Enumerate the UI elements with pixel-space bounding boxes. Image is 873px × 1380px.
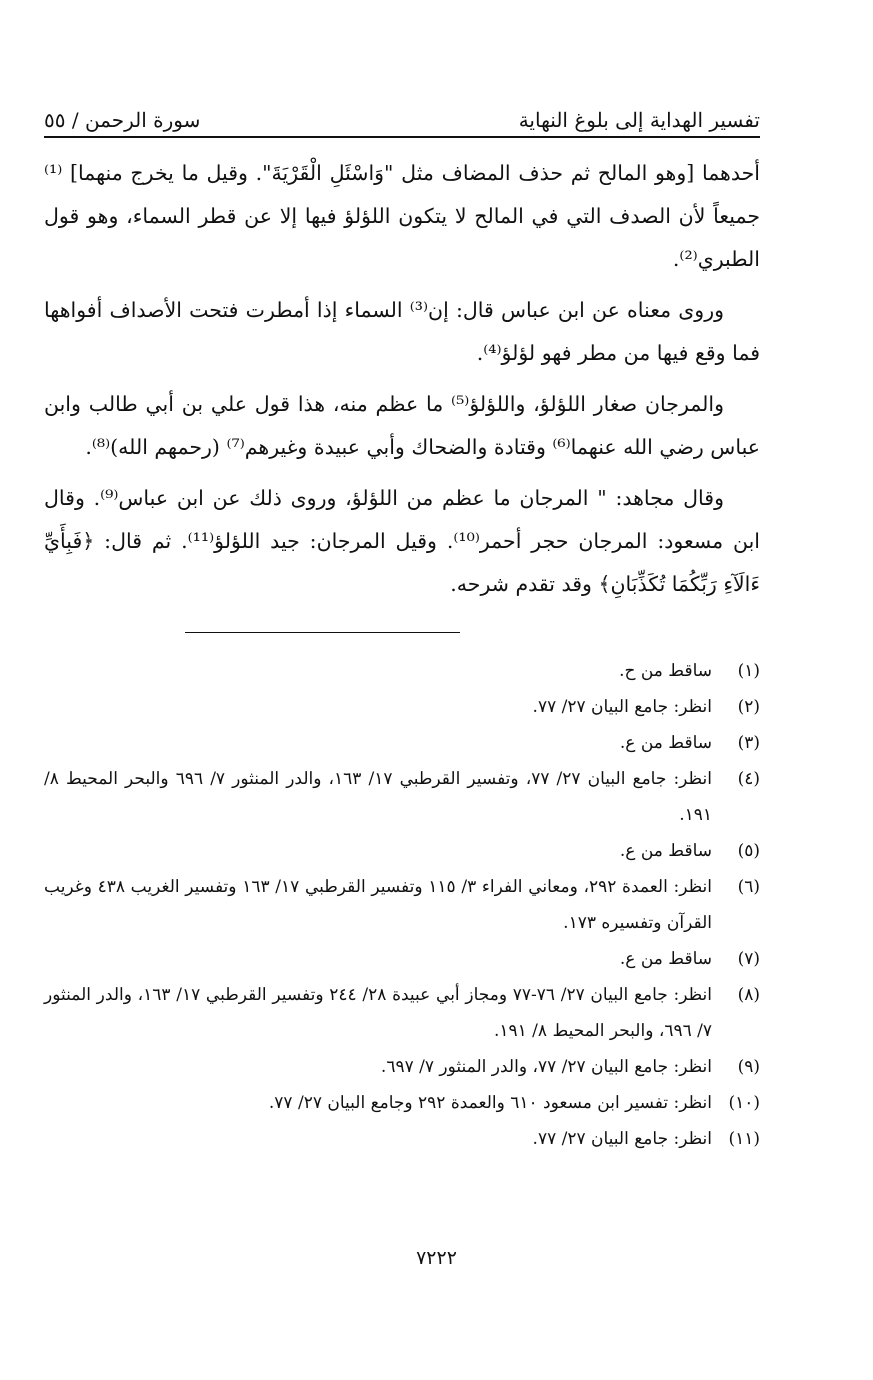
footnote-text: انظر: العمدة ٢٩٢، ومعاني الفراء ٣/ ١١٥ وتفسير القرطبي ١٧/ ١٦٣ وتفسير الغريب ٤٣٨ وغريب القرآن وتفسيره ١٧٣.: [44, 877, 713, 933]
footnote-number: (١٠): [728, 1093, 760, 1113]
footnotes: [44, 653, 760, 1157]
footnote-text: ساقط من ح.: [619, 661, 712, 681]
surah-page-label: سورة الرحمن / ٥٥: [44, 108, 201, 132]
footnote: [44, 689, 760, 725]
page: [44, 108, 760, 1157]
footnote-number: (٨): [737, 985, 760, 1005]
footnote-text: انظر: جامع البيان ٢٧/ ٧٧.: [532, 1129, 712, 1149]
footnote: [44, 725, 760, 761]
footnote: [44, 761, 760, 833]
book-title: تفسير الهداية إلى بلوغ النهاية: [518, 108, 760, 132]
footnote-text: انظر: جامع البيان ٢٧/ ٧٦-٧٧ ومجاز أبي عبيدة ٢٨/ ٢٤٤ وتفسير القرطبي ١٧/ ١٦٣، والدر المنثور ٧/ ٦٩٦، والبحر المحيط ٨/ ١٩١.: [44, 985, 713, 1041]
paragraph: والمرجان صغار اللؤلؤ، واللؤلؤ⁽⁵⁾ ما عظم منه، هذا قول علي بن أبي طالب وابن عباس رضي الله عنهما⁽⁶⁾ وقتادة والضحاك وأبي عبيدة وغيرهم⁽⁷⁾ (رحمهم الله)⁽⁸⁾.: [44, 392, 760, 459]
footnote-text: ساقط من ع.: [619, 733, 712, 753]
footnote-number: (٧): [737, 949, 760, 969]
footnote-number: (١١): [728, 1129, 760, 1149]
footnote: [44, 653, 760, 689]
footnote-number: (٣): [737, 733, 760, 753]
footnote: [44, 869, 760, 941]
footnote-text: انظر: جامع البيان ٢٧/ ٧٧، والدر المنثور ٧/ ٦٩٧.: [380, 1057, 712, 1077]
footnote: [44, 1085, 760, 1121]
footnote-text: ساقط من ع.: [619, 841, 712, 861]
footnote-number: (١): [737, 661, 760, 681]
footnote: [44, 941, 760, 977]
footnote-text: انظر: جامع البيان ٢٧/ ٧٧.: [532, 697, 712, 717]
footnote-number: (٢): [737, 697, 760, 717]
paragraph: وقال مجاهد: " المرجان ما عظم من اللؤلؤ، وروى ذلك عن ابن عباس⁽⁹⁾. وقال ابن مسعود: المرجان حجر أحمر⁽¹⁰⁾. وقيل المرجان: جيد اللؤلؤ⁽¹¹⁾. ثم قال: ﴿فَبِأَيِّ ءَالَآءِ رَبِّكُمَا تُكَذِّبَانِ﴾ وقد تقدم شرحه.: [44, 486, 760, 596]
paragraph: وروى معناه عن ابن عباس قال: إن⁽³⁾ السماء إذا أمطرت فتحت الأصداف أفواهها فما وقع فيها من مطر فهو لؤلؤ⁽⁴⁾.: [44, 298, 760, 365]
footnote: [44, 1049, 760, 1085]
footnote-text: ساقط من ع.: [619, 949, 712, 969]
footnote-number: (٤): [737, 769, 760, 789]
running-header: [44, 108, 760, 138]
page-number: ٧٢٢٢: [416, 1247, 457, 1269]
footnote-number: (٩): [737, 1057, 760, 1077]
footnote-number: (٥): [737, 841, 760, 861]
footnote-separator: [185, 632, 460, 633]
paragraph: أحدهما [وهو المالح ثم حذف المضاف مثل "وَاسْئَلِ الْقَرْيَةَ". وقيل ما يخرج منهما] ⁽¹⁾ جميعاً لأن الصدف التي في المالح لا يتكون اللؤلؤ فيها إلا عن قطر السماء، وهو قول الطبري⁽²⁾.: [44, 161, 760, 271]
footnote: [44, 833, 760, 869]
footnote-text: انظر: جامع البيان ٢٧/ ٧٧، وتفسير القرطبي ١٧/ ١٦٣، والدر المنثور ٧/ ٦٩٦ والبحر المحيط ٨/ ١٩١.: [44, 769, 712, 825]
footnote-text: انظر: تفسير ابن مسعود ٦١٠ والعمدة ٢٩٢ وجامع البيان ٢٧/ ٧٧.: [268, 1093, 712, 1113]
footnote: [44, 1121, 760, 1157]
footnote-number: (٦): [737, 877, 760, 897]
main-text: [44, 152, 760, 606]
footnote: [44, 977, 760, 1049]
